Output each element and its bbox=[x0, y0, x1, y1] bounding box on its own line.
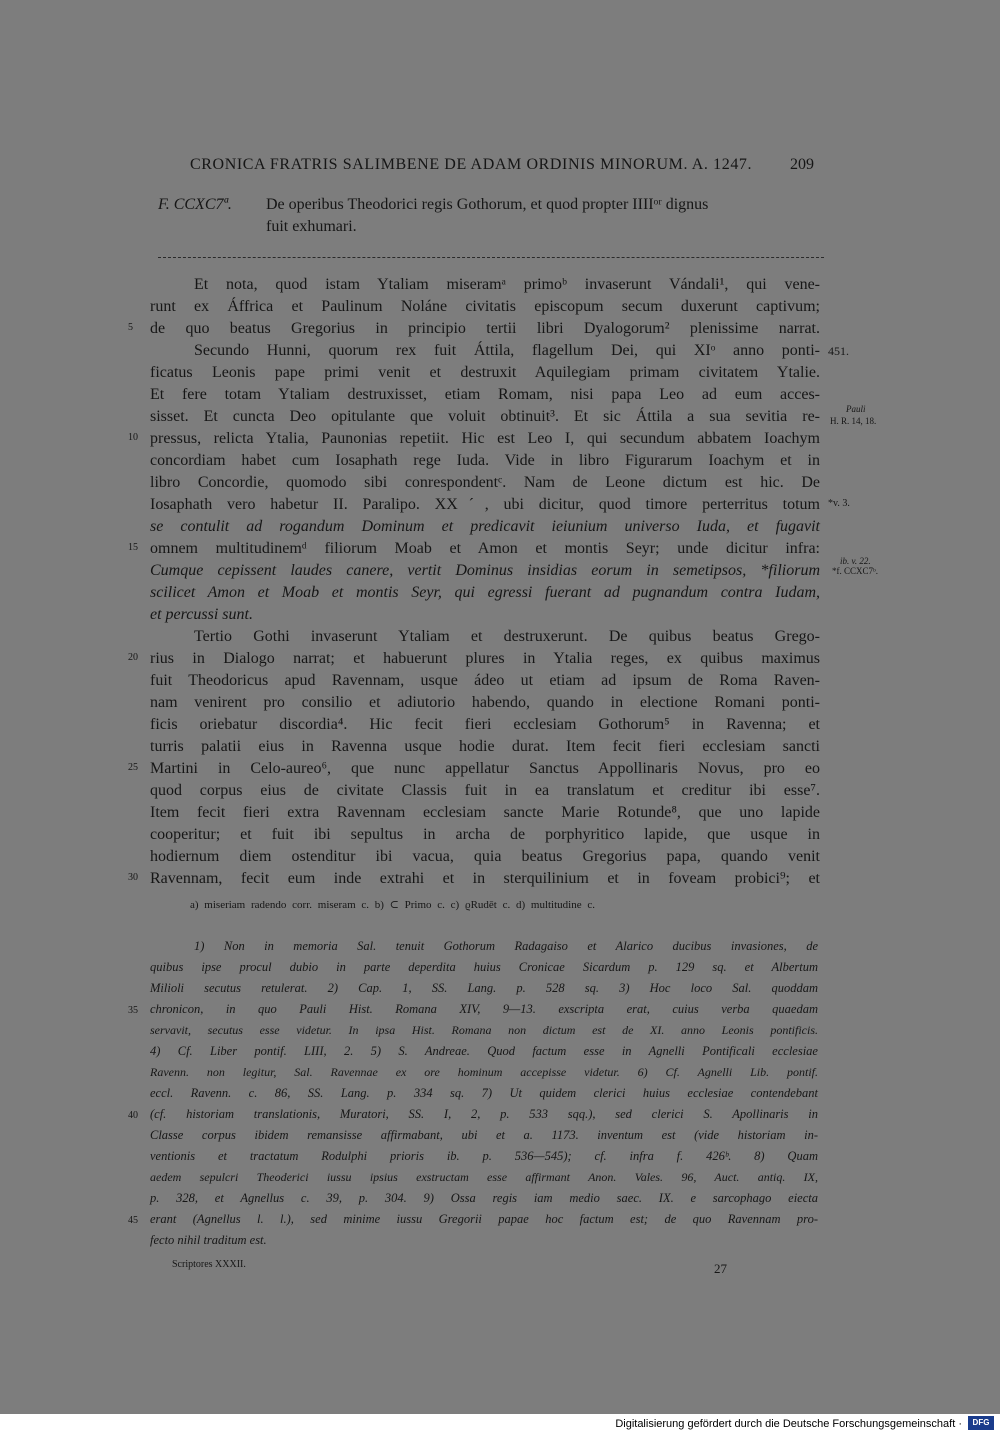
footnote-line: 4) Cf. Liber pontif. LIII, 2. 5) S. Andreae. Quod factum esse in Agnelli Pontificali ecclesiae bbox=[150, 1044, 818, 1058]
body-line: nam venirent pro consilio et adiutorio habendo, quando in electione Romani ponti- bbox=[150, 694, 820, 711]
footnote-line: p. 328, et Agnellus c. 39, p. 304. 9) Ossa regis iam medio saec. IX. e sarcophago eiecta bbox=[150, 1191, 818, 1205]
footnote-line: 1) Non in memoria Sal. tenuit Gothorum Radagaiso et Alarico ducibus invasiones, de bbox=[194, 939, 818, 953]
margin-note: ib. v. 22. bbox=[840, 556, 871, 566]
body-line: libro Concordie, quomodo sibi conrespondentᶜ. Nam de Leone dictum est hic. De bbox=[150, 474, 820, 491]
section-divider bbox=[158, 257, 824, 258]
footnote-line: (cf. historiam translationis, Muratori, SS. I, 2, p. 533 sqq.), sed clerici S. Apollinaris in bbox=[150, 1107, 818, 1121]
line-number: 30 bbox=[128, 872, 138, 883]
footnote-line: erant (Agnellus l. l.), sed minime iussu Gregorii papae hoc factum est; de quo Ravennam pro- bbox=[150, 1212, 818, 1226]
body-line: Secundo Hunni, quorum rex fuit Áttila, flagellum Dei, qui XIᵒ anno ponti- bbox=[194, 342, 820, 359]
line-number: 10 bbox=[128, 432, 138, 443]
footnote-line: fecto nihil traditum est. bbox=[150, 1233, 267, 1247]
running-head: CRONICA FRATRIS SALIMBENE DE ADAM ORDINIS MINORUM. A. 1247. bbox=[190, 156, 753, 173]
footnote-line: aedem sepulcri Theoderici iussu ipsius exstructam esse affirmant Anon. Vales. 96, Auct. antiq. IX, bbox=[150, 1170, 818, 1184]
body-line: Iosaphath vero habetur II. Paralipo. XXˊ, ubi dicitur, quod timore perterritus totum bbox=[150, 496, 820, 513]
dfg-logo-icon: DFG bbox=[968, 1416, 994, 1430]
line-number: 20 bbox=[128, 652, 138, 663]
body-line: quod corpus eius de civitate Classis fuit in ea translatum et creditur ibi esse⁷. bbox=[150, 782, 820, 799]
footnote-line: servavit, secutus esse videtur. In ipsa Hist. Romana non dictum est de XI. anno Leonis pontificis. bbox=[150, 1023, 818, 1037]
body-line: omnem multitudinemᵈ filiorum Moab et Amon et montis Seyr; unde dicitur infra: bbox=[150, 540, 820, 557]
body-line: se contulit ad rogandum Dominum et predicavit ieiunium universo Iuda, et fugavit bbox=[150, 518, 820, 535]
body-line: de quo beatus Gregorius in principio tertii libri Dyalogorum² plenissime narrat. bbox=[150, 320, 820, 337]
line-number: 25 bbox=[128, 762, 138, 773]
chapter-reference: F. CCXC7ª. bbox=[158, 196, 232, 213]
margin-note: H. R. 14, 18. bbox=[830, 416, 877, 426]
footnote-line: chronicon, in quo Pauli Hist. Romana XIV, 9—13. exscripta erat, cuius verba quaedam bbox=[150, 1002, 818, 1016]
margin-note: *f. CCXC7ᵇ. bbox=[832, 566, 879, 576]
line-number: 40 bbox=[128, 1110, 138, 1121]
footer-credit: Digitalisierung gefördert durch die Deutsche Forschungsgemeinschaft · bbox=[615, 1418, 962, 1430]
line-number: 5 bbox=[128, 322, 133, 333]
line-number: 35 bbox=[128, 1005, 138, 1016]
body-line: hodiernum diem ostenditur ibi vacua, quia beatus Gregorius papa, quando venit bbox=[150, 848, 820, 865]
footnote-line: Classe corpus ibidem remansisse affirmabant, ubi et a. 1173. inventum est (vide historiam in- bbox=[150, 1128, 818, 1142]
margin-note: *v. 3. bbox=[828, 498, 850, 509]
body-line: fuit Theodoricus apud Ravennam, usque ádeo ut etiam ad ipsum de Roma Raven- bbox=[150, 672, 820, 689]
body-line: scilicet Amon et Moab et montis Seyr, qui egressi fuerant ad pugnandum contra Iudam, bbox=[150, 584, 820, 601]
body-line: sisset. Et cuncta Deo opitulante que voluit obtinuit³. Et sic Áttila a sua sevitia re- bbox=[150, 408, 820, 425]
body-line: runt ex Áffrica et Paulinum Noláne civitatis episcopum secum duxerunt captivum; bbox=[150, 298, 820, 315]
chapter-title-line: De operibus Theodorici regis Gothorum, et quod propter IIIIᵒʳ dignus bbox=[266, 196, 709, 213]
body-line: Tertio Gothi invaserunt Ytaliam et destruxerunt. De quibus beatus Grego- bbox=[194, 628, 820, 645]
body-line: Item fecit fieri extra Ravennam ecclesiam sancte Marie Rotunde⁸, que uno lapide bbox=[150, 804, 820, 821]
body-line: et percussi sunt. bbox=[150, 606, 253, 623]
line-number: 15 bbox=[128, 542, 138, 553]
footnote-line: eccl. Ravenn. c. 86, SS. Lang. p. 334 sq. 7) Ut quidem clerici huius ecclesiae contendebant bbox=[150, 1086, 818, 1100]
footnote-line: ventionis et tractatum Rodulphi prioris ib. p. 536—545); cf. infra f. 426ᵇ. 8) Quam bbox=[150, 1149, 818, 1163]
body-line: Martini in Celo-aureo⁶, que nunc appellatur Sanctus Appollinaris Novus, pro eo bbox=[150, 760, 820, 777]
body-line: ficatus Leonis pape primi venit et destruxit Aquilegiam primam civitatem Ytalie. bbox=[150, 364, 820, 381]
body-line: turris palatii eius in Ravenna usque hodie durat. Item fecit fieri ecclesiam sancti bbox=[150, 738, 820, 755]
body-line: rius in Dialogo narrat; et habuerunt plures in Ytalia reges, ex quibus maximus bbox=[150, 650, 820, 667]
body-line: concordiam habet cum Iosaphath rege Iuda. Vide in libro Figurarum Ioachym et in bbox=[150, 452, 820, 469]
margin-note: 451. bbox=[828, 344, 849, 358]
footnote-line: Milioli secutus retulerat. 2) Cap. 1, SS. Lang. p. 528 sq. 3) Hoc loco Sal. quoddam bbox=[150, 981, 818, 995]
signature-number: 27 bbox=[714, 1261, 727, 1276]
body-line: Ravennam, fecit eum inde extrahi et in sterquilinium et in foveam probici⁹; et bbox=[150, 870, 820, 887]
footnote-line: Ravenn. non legitur, Sal. Ravennae ex ore hominum accepisse videtur. 6) Cf. Agnelli Lib. pontif. bbox=[150, 1065, 818, 1079]
body-line: Et nota, quod istam Ytaliam miseramᵃ primoᵇ invaserunt Vándali¹, qui vene- bbox=[194, 276, 820, 293]
signature-mark: Scriptores XXXII. bbox=[172, 1259, 246, 1270]
margin-note: Pauli bbox=[846, 404, 866, 414]
page-number: 209 bbox=[790, 156, 814, 173]
footnote-line: quibus ipse procul dubio in parte deperdita huius Cronicae Sicardum p. 129 sq. et Albertum bbox=[150, 960, 818, 974]
line-number: 45 bbox=[128, 1215, 138, 1226]
textual-apparatus: a) miseriam radendo corr. miseram c. b) ⊂ Primo c. c) ϱRudēt c. d) multitudine c. bbox=[190, 899, 595, 911]
chapter-title-line: fuit exhumari. bbox=[266, 218, 357, 235]
body-line: Et fere totam Ytaliam destruxisset, etiam Romam, nisi papa Leo ad eum acces- bbox=[150, 386, 820, 403]
body-line: pressus, relicta Ytalia, Paunonias repetiit. Hic est Leo I, qui secundum abbatem Ioachym bbox=[150, 430, 820, 447]
body-line: ficis oriebatur discordia⁴. Hic fecit fieri ecclesiam Gothorum⁵ in Ravenna; et bbox=[150, 716, 820, 733]
body-line: Cumque cepissent laudes canere, vertit Dominus insidias eorum in semetipsos, *filiorum bbox=[150, 562, 820, 579]
body-line: cooperitur; et fuit ibi sepultus in archa de porphyritico lapide, que usque in bbox=[150, 826, 820, 843]
